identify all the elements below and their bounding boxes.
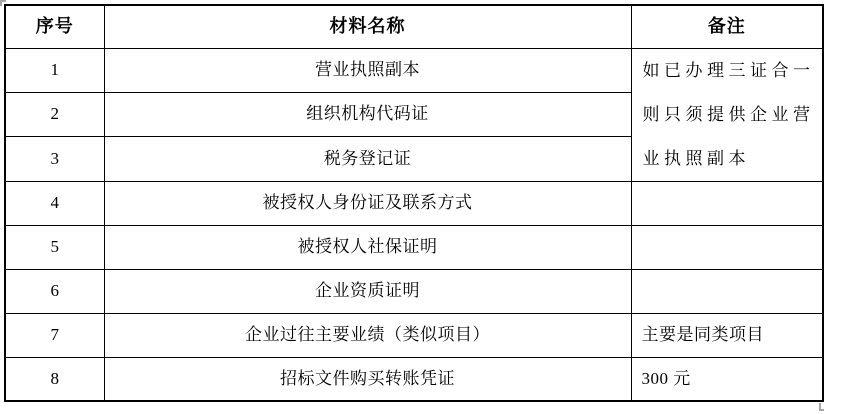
table-row: [5, 357, 823, 401]
cell-material: 招标文件购买转账凭证: [104, 357, 631, 401]
table-row: [5, 48, 823, 92]
cell-material: 被授权人社保证明: [104, 225, 631, 269]
cell-no: 2: [5, 92, 104, 136]
table-row: [5, 269, 823, 313]
table-row: [5, 181, 823, 225]
header-cell-remark: 备注: [631, 5, 823, 48]
header-cell-no: 序号: [5, 5, 104, 48]
cell-no: 5: [5, 225, 104, 269]
cell-remark: 主要是同类项目: [631, 313, 823, 357]
cell-material: 企业资质证明: [104, 269, 631, 313]
materials-table: [4, 4, 824, 402]
cell-remark: [631, 225, 823, 269]
cell-material: 税务登记证: [104, 137, 631, 181]
remark-line: 如已办理三证合一: [642, 60, 815, 80]
cell-remark: [631, 269, 823, 313]
cell-no: 6: [5, 269, 104, 313]
remark-line: 业执照副本: [642, 148, 750, 168]
header-row: [5, 5, 823, 48]
cell-material: 企业过往主要业绩（类似项目）: [104, 313, 631, 357]
cell-remark: 300 元: [631, 357, 823, 401]
cell-no: 3: [5, 137, 104, 181]
cell-remark: [631, 181, 823, 225]
table-row: [5, 313, 823, 357]
table-resize-handle[interactable]: [819, 403, 824, 411]
header-cell-material: 材料名称: [104, 5, 631, 48]
cell-material: 营业执照副本: [104, 48, 631, 92]
merged-remark-cell: [631, 48, 823, 181]
table-row: [5, 225, 823, 269]
cell-material: 组织机构代码证: [104, 92, 631, 136]
remark-line: 则只须提供企业营: [642, 104, 815, 124]
cell-no: 4: [5, 181, 104, 225]
cell-material: 被授权人身份证及联系方式: [104, 181, 631, 225]
cell-no: 8: [5, 357, 104, 401]
cell-no: 7: [5, 313, 104, 357]
cell-no: 1: [5, 48, 104, 92]
